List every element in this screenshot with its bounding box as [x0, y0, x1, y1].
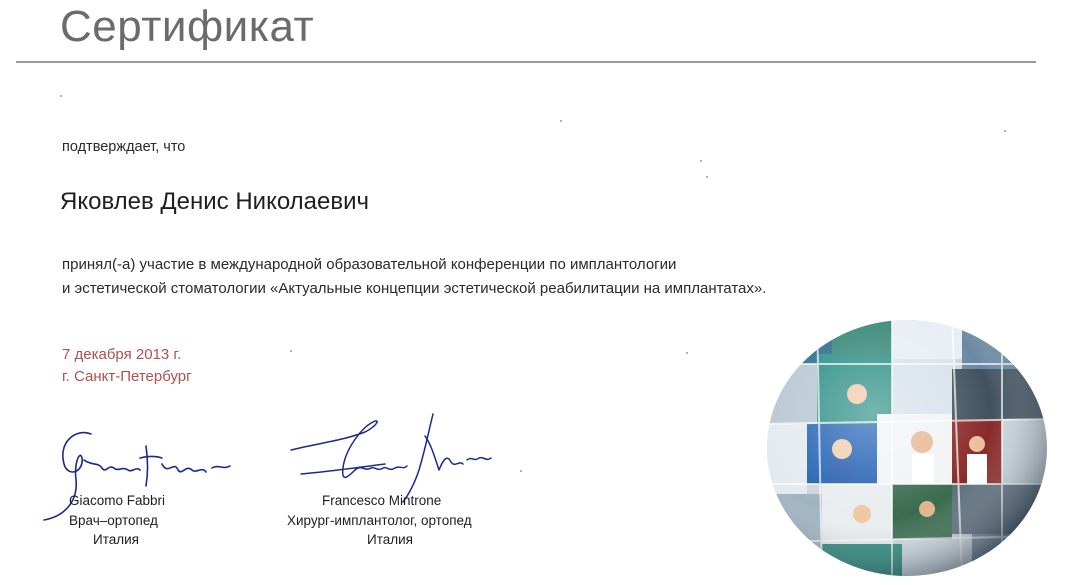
signatory-1-country: Италия	[93, 532, 139, 547]
scan-speck	[560, 120, 562, 122]
photo-collage-globe-image	[762, 314, 1052, 578]
body-text-line-1: принял(-а) участие в международной образовательной конференции по имплантологии	[62, 256, 677, 273]
event-date: 7 декабря 2013 г.	[62, 346, 182, 363]
scan-speck	[700, 160, 702, 162]
scan-speck	[60, 95, 62, 97]
body-text-line-2: и эстетической стоматологии «Актуальные концепции эстетической реабилитации на имплантатах».	[62, 280, 767, 297]
signatory-1-name: Giacomo Fabbri	[69, 493, 166, 508]
signatory-2-role: Хирург-имплантолог, ортопед	[287, 513, 472, 528]
certificate-title: Сертификат	[60, 2, 315, 51]
confirm-text: подтверждает, что	[62, 139, 186, 155]
scan-speck	[706, 176, 708, 178]
signatory-2-name: Francesco Mintrone	[322, 493, 442, 508]
scan-speck	[1004, 130, 1006, 132]
recipient-name: Яковлев Денис Николаевич	[60, 188, 370, 215]
signatory-1-role: Врач–ортопед	[69, 513, 158, 528]
title-divider	[16, 61, 1036, 63]
scan-speck	[686, 352, 688, 354]
signatory-2-country: Италия	[367, 532, 413, 547]
event-city: г. Санкт-Петербург	[62, 368, 192, 385]
scan-speck	[520, 470, 522, 472]
scan-speck	[290, 350, 292, 352]
